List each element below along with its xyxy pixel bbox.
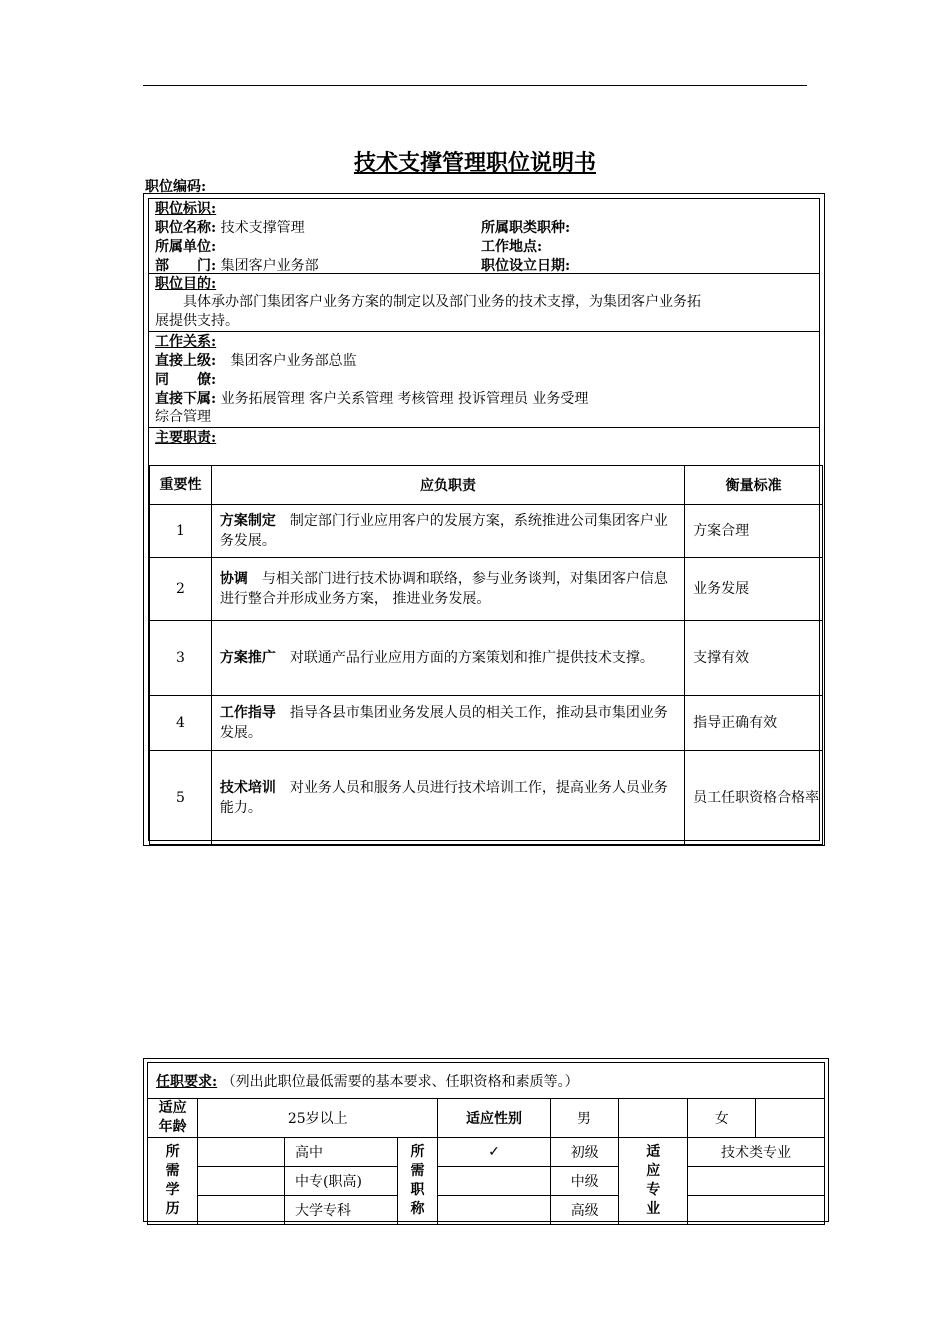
table-row [150,558,823,621]
position-name-value: 技术支撑管理 [220,220,305,236]
col-standard: 衡量标准 [685,466,823,505]
col-duty: 应负职责 [211,466,684,505]
superior-value: 集团客户业务部总监 [230,353,357,369]
duty-standard: 方案合理 [685,505,823,558]
job-description-box [143,193,825,846]
position-name-label: 职位名称: [155,220,217,236]
requirements-note: （列出此职位最低需要的基本要求、任职资格和素质等。） [221,1073,579,1090]
title-level: 中级 [550,1167,619,1196]
identity-heading: 职位标识: [155,201,217,217]
title-level: 高级 [550,1196,619,1225]
table-row [150,621,823,696]
subordinate-value-cont: 综合管理 [155,409,211,425]
duty-title: 工作指导 [219,705,276,721]
duties-table-header [150,466,823,505]
gender-male: 男 [550,1099,619,1138]
title-check-mark: ✓ [438,1138,551,1167]
duties-heading: 主要职责: [155,430,217,446]
row-number: 1 [150,505,212,558]
header-rule [143,85,807,86]
table-row [150,505,823,558]
duty-title: 技术培训 [219,779,276,796]
education-option: 中专(职高) [284,1167,397,1196]
table-row [150,696,823,751]
major-label: 适 应 专 业 [619,1138,688,1225]
table-row [150,751,823,845]
purpose-text-line1: 具体承办部门集团客户业务方案的制定以及部门业务的技术支撑，为集团客户业务拓 [183,294,701,310]
unit-label: 所属单位: [155,239,217,255]
duty-text: 与相关部门进行技术协调和联络，参与业务谈判，对集团客户信息进行整合并形成业务方案， 推进业务发展。 [219,571,668,607]
duty-title: 方案推广 [219,650,276,666]
purpose-section [149,273,819,332]
duty-text: 指导各县市集团业务发展人员的相关工作，推动县市集团业务发展。 [219,705,668,741]
department-label: 部 门: [155,258,217,274]
relations-section [149,331,819,428]
education-option: 大学专科 [284,1196,397,1225]
subordinate-value: 业务拓展管理 客户关系管理 考核管理 投诉管理员 业务受理 [220,391,589,407]
age-label: 适应 年龄 [148,1099,198,1138]
education-option: 高中 [284,1138,397,1167]
requirements-heading: 任职要求: [156,1073,218,1090]
title-label: 所 需 职 称 [397,1138,437,1225]
duty-standard: 员工任职资格合格率 [685,751,823,845]
duty-text: 对联通产品行业应用方面的方案策划和推广提供技术支撑。 [289,650,654,666]
subordinate-label: 直接下属: [155,391,217,407]
title-level: 初级 [550,1138,619,1167]
established-date-label: 职位设立日期: [481,258,571,274]
peer-label: 同 僚: [155,372,217,388]
row-number: 3 [150,621,212,696]
position-code-label: 职位编码: [145,179,207,195]
relations-heading: 工作关系: [155,334,217,350]
purpose-heading: 职位目的: [155,276,217,292]
duty-text: 对业务人员和服务人员进行技术培训工作，提高业务人员业务能力。 [219,779,668,816]
major-value: 技术类专业 [687,1138,824,1167]
row-number: 2 [150,558,212,621]
duty-title: 协调 [219,571,248,587]
duty-standard: 指导正确有效 [685,696,823,751]
requirements-table [147,1062,825,1225]
duty-standard: 业务发展 [685,558,823,621]
col-importance: 重要性 [150,466,212,505]
gender-female: 女 [687,1099,756,1138]
duty-standard: 支撑有效 [685,621,823,696]
identity-section [149,199,819,274]
superior-label: 直接上级: [155,353,217,369]
category-label: 所属职类职种: [481,220,571,236]
row-number: 5 [150,751,212,845]
duties-table [149,465,823,845]
duty-title: 方案制定 [219,513,276,529]
gender-label: 适应性别 [438,1099,551,1138]
document-title: 技术支撑管理职位说明书 [353,150,596,176]
education-label: 所 需 学 历 [148,1138,198,1225]
purpose-text-line2: 展提供支持。 [155,313,239,329]
age-value: 25岁以上 [198,1099,438,1138]
department-value: 集团客户业务部 [220,258,319,274]
location-label: 工作地点: [481,239,543,255]
duty-text: 制定部门行业应用客户的发展方案，系统推进公司集团客户业务发展。 [219,513,668,549]
duties-heading-section [149,427,819,466]
requirements-box [143,1058,829,1222]
row-number: 4 [150,696,212,751]
